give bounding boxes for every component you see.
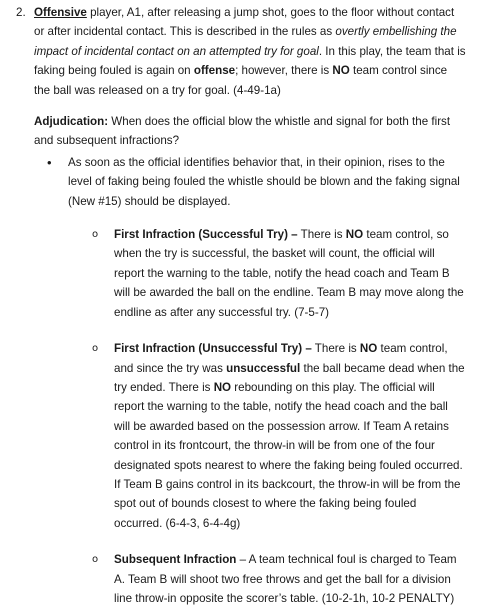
list-item xyxy=(12,550,466,608)
bullet-dot-icon: • xyxy=(47,154,52,170)
bullet-text: As soon as the official identifies behavior that, in their opinion, rises to the level of faking being fouled the whistle should be blown and the faking signal (New #15) should be displayed. xyxy=(68,155,460,208)
case-number: 2. xyxy=(16,6,26,19)
infraction-list xyxy=(12,225,466,608)
case-lead-word: Offensive xyxy=(34,6,87,19)
case-paragraph xyxy=(12,3,466,100)
item-text: rebounding on this play. The official will report the warning to the table, notify the head coach and the ball will be awarded based on the possession arrow. If Team A retains control in its frontcourt, the throw-in will be from one of the four designated spots nearest to where the faking being fouled occurred. If Team B gains control in its backcourt, the throw-in will be from the spot out of bounds closest to where the faking being fouled occurred. (6-4-3, 6-4-4g) xyxy=(114,380,463,530)
list-item xyxy=(12,225,466,322)
case-emphasis: offense xyxy=(193,64,236,78)
circle-bullet-icon: o xyxy=(92,554,99,566)
circle-bullet-icon: o xyxy=(92,229,99,241)
case-text: ; however, there is xyxy=(235,64,333,78)
item-heading: First Infraction (Successful Try) – xyxy=(114,228,298,242)
item-emphasis: NO xyxy=(213,380,232,394)
item-text: the ball became dead when the try ended. There is xyxy=(114,361,465,394)
list-item xyxy=(12,339,466,533)
case-text: team control since the ball was released on a try for goal. (4-49-1a) xyxy=(34,64,448,97)
item-text: There is xyxy=(297,228,346,242)
item-heading: Subsequent Infraction xyxy=(114,553,237,567)
adjudication-label: Adjudication: xyxy=(34,115,109,129)
item-emphasis: NO xyxy=(345,228,364,242)
item-heading: First Infraction (Unsuccessful Try) – xyxy=(114,342,312,356)
adjudication-paragraph xyxy=(12,112,466,151)
case-text: player, A1, after releasing a jump shot, goes to the floor without contact or after incidental contact. This is described in the rules as xyxy=(34,6,455,39)
item-emphasis: unsuccessful xyxy=(226,361,301,375)
item-text: – A team technical foul is charged to Team A. Team B will shoot two free throws and get the ball for a division line throw-in opposite the scorer’s table. (10-2-1h, 10-2 PENALTY) xyxy=(114,553,457,605)
case-rule-quote: overtly embellishing the impact of incidental contact on an attempted try for goal xyxy=(34,25,457,58)
bullet-item xyxy=(12,153,466,211)
item-emphasis: NO xyxy=(359,342,378,356)
circle-bullet-icon: o xyxy=(92,343,99,355)
adjudication-question: When does the official blow the whistle and signal for both the first and subsequent infractions? xyxy=(34,115,451,148)
item-text: team control, and since the try was xyxy=(114,342,448,375)
case-text: . In this play, the team that is faking being fouled is again on xyxy=(34,44,466,78)
case-emphasis: NO xyxy=(332,64,350,78)
item-text: There is xyxy=(311,342,360,356)
item-text: team control, so when the try is successful, the basket will count, the official will report the warning to the table, notify the head coach and Team B will be awarded the ball on the endline. Team B may move along the endline as after any successful try. (7-5-7) xyxy=(114,228,464,319)
